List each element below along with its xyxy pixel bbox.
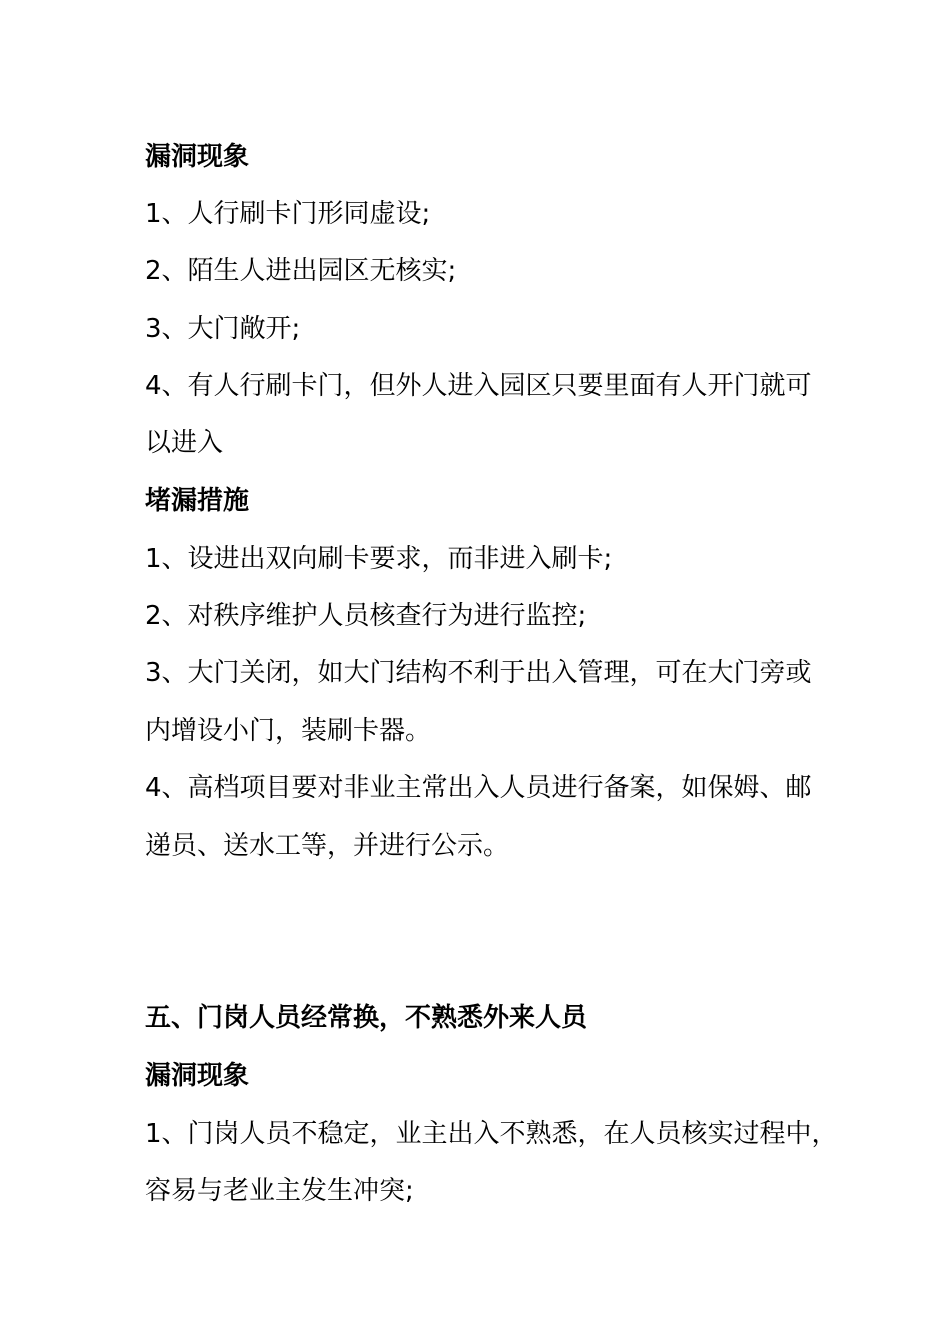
list-item: 1、人行刷卡门形同虚设; (145, 199, 431, 229)
section-heading-loophole: 漏洞现象 (145, 142, 250, 172)
section-heading-measures: 堵漏措施 (145, 486, 250, 516)
section-title: 五、门岗人员经常换，不熟悉外来人员 (145, 1003, 588, 1033)
list-item-continuation: 递员、送水工等，并进行公示。 (145, 831, 510, 861)
list-item: 3、大门关闭，如大门结构不利于出入管理，可在大门旁或 (145, 658, 812, 688)
list-item-continuation: 容易与老业主发生冲突; (145, 1176, 414, 1206)
list-item: 2、对秩序维护人员核查行为进行监控; (145, 601, 587, 631)
list-item: 3、大门敞开; (145, 314, 301, 344)
list-item-continuation: 以进入 (145, 428, 224, 458)
section-heading-loophole: 漏洞现象 (145, 1061, 250, 1091)
list-item: 1、门岗人员不稳定，业主出入不熟悉，在人员核实过程中， (145, 1119, 838, 1149)
list-item: 2、陌生人进出园区无核实; (145, 256, 457, 286)
list-item: 4、有人行刷卡门，但外人进入园区只要里面有人开门就可 (145, 371, 812, 401)
list-item: 4、高档项目要对非业主常出入人员进行备案，如保姆、邮 (145, 773, 812, 803)
list-item-continuation: 内增设小门，装刷卡器。 (145, 716, 432, 746)
list-item: 1、设进出双向刷卡要求，而非进入刷卡; (145, 544, 613, 574)
